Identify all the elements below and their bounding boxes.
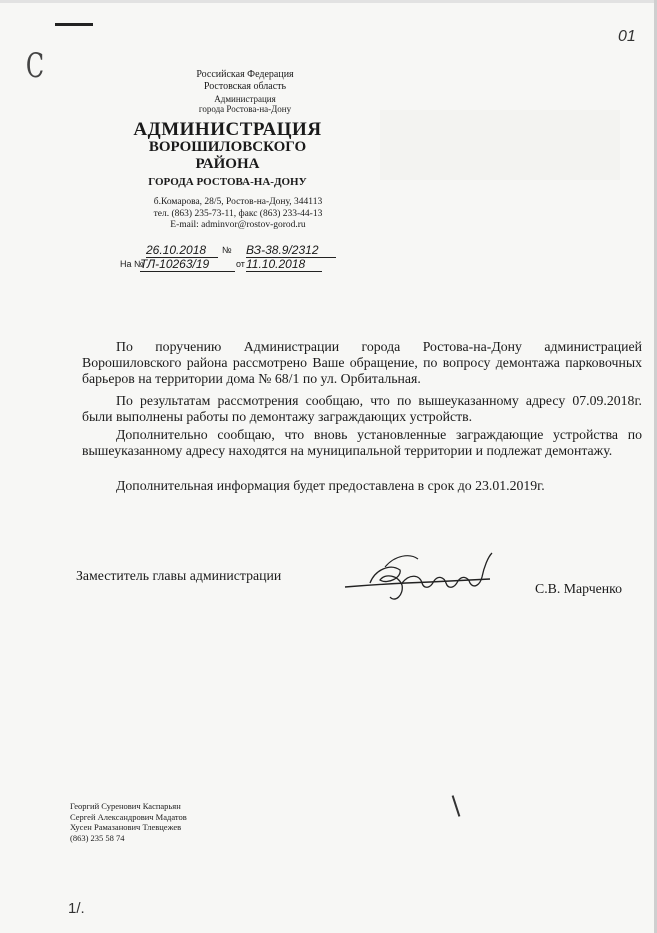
executor-1: Георгий Суренович Каспарьян (70, 801, 181, 811)
reference-number: ТЛ-10263/19 (140, 257, 235, 272)
bottom-page-mark: 1/. (68, 900, 85, 917)
executor-2: Сергей Александрович Мадатов (70, 811, 187, 822)
letterhead-city-admin: города Ростова-на-Дону (198, 104, 292, 114)
body-paragraph-1: По поручению Администрации города Ростова-на-Дону администрацией Ворошиловского района рассмотрено Ваше обращение, по вопросу демонтажа парковочных барьеров на территории дома № 68/1 по ул. Орбитальная. (82, 339, 642, 387)
org-title-line3: РАЙОНА (195, 156, 260, 172)
signatory-name: С.В. Марченко (535, 581, 623, 596)
reference-label: На № (120, 259, 144, 269)
org-email: E-mail: adminvor@rostov-gorod.ru (170, 220, 306, 230)
outgoing-number-label: № (222, 245, 232, 255)
letterhead-region: Ростовская область (203, 81, 287, 92)
handwritten-c-mark: C (25, 46, 45, 86)
letterhead-country: Российская Федерация (196, 69, 294, 80)
top-dash-mark (55, 23, 93, 26)
org-title-line1: АДМИНИСТРАЦИЯ (133, 119, 322, 140)
faded-area (380, 110, 620, 180)
executor-phone: (863) 235 58 74 (70, 832, 125, 843)
scan-edge-top (0, 0, 657, 3)
org-title-line2: ВОРОШИЛОВСКОГО (148, 139, 307, 155)
signatory-title: Заместитель главы администрации (76, 568, 282, 583)
org-title-line4: ГОРОДА РОСТОВА-НА-ДОНУ (148, 176, 307, 188)
executors-block (70, 801, 290, 843)
org-phone: тел. (863) 235-73-11, факс (863) 233-44-13 (153, 209, 323, 219)
stray-pen-mark (452, 795, 461, 817)
outgoing-date: 26.10.2018 (146, 243, 218, 258)
org-address: б.Комарова, 28/5, Ростов-на-Дону, 344113 (153, 197, 323, 207)
body-paragraph-4: Дополнительная информация будет предоставлена в срок до 23.01.2019г. (116, 478, 545, 493)
letterhead-admin: Администрация (214, 94, 276, 104)
reference-from-label: от (236, 259, 245, 269)
outgoing-number: ВЗ-38.9/2312 (246, 243, 336, 258)
handwritten-signature (340, 545, 500, 610)
body-paragraph-2: По результатам рассмотрения сообщаю, что по вышеуказанному адресу 07.09.2018г. были выполнены работы по демонтажу заграждающих устройств. (82, 393, 642, 425)
executor-3: Хусен Рамазанович Тлевцежев (70, 822, 182, 832)
body-paragraph-3: Дополнительно сообщаю, что вновь установленные заграждающие устройства по вышеуказанному адресу находятся на муниципальной территории и подлежат демонтажу. (82, 427, 642, 459)
page-number: 01 (618, 28, 636, 45)
reference-date: 11.10.2018 (246, 257, 322, 272)
